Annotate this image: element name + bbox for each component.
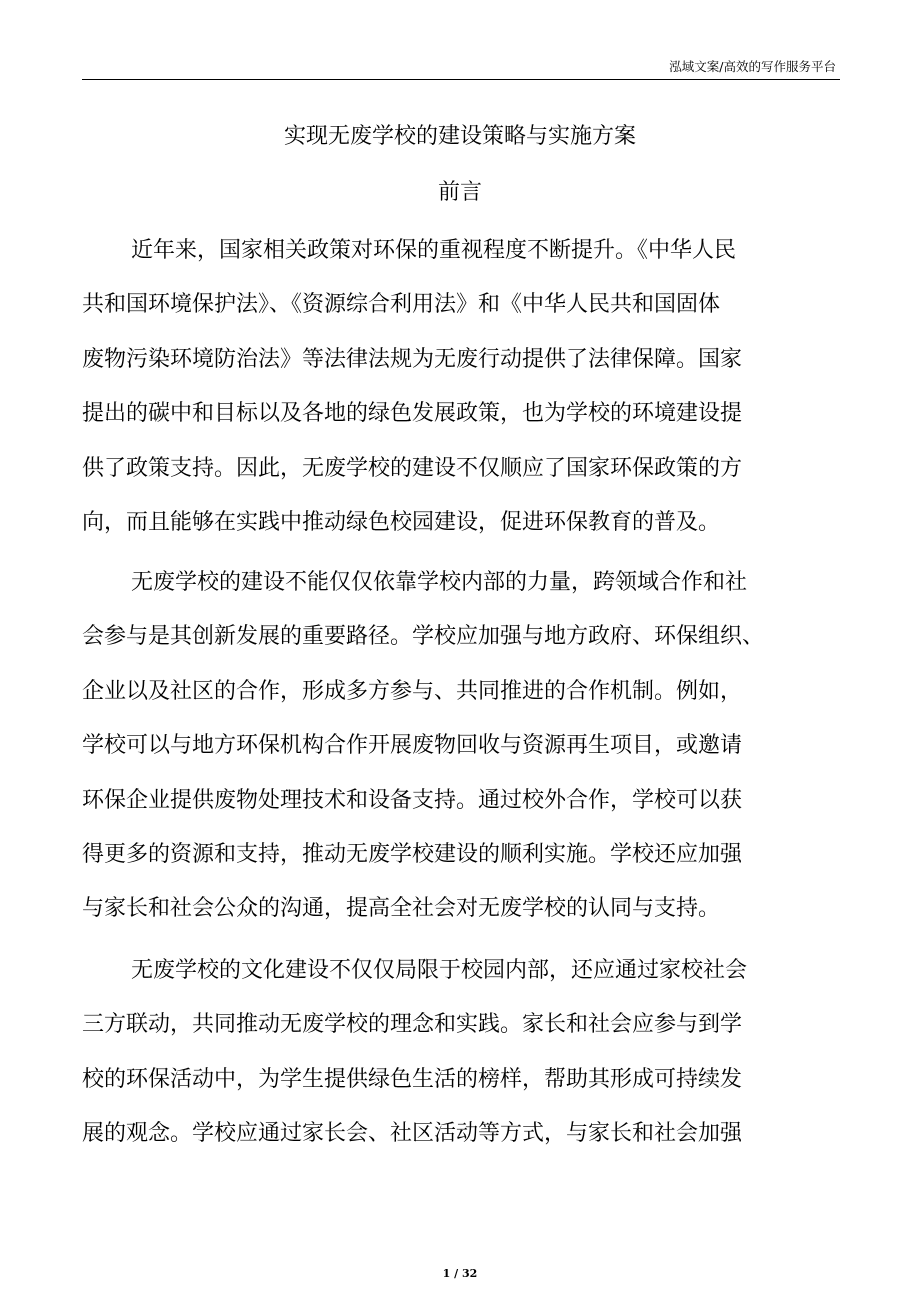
paragraph-line: 企业以及社区的合作，形成多方参与、共同推进的合作机制。例如， xyxy=(82,678,743,704)
paragraph-line: 会参与是其创新发展的重要路径。学校应加强与地方政府、环保组织、 xyxy=(82,624,765,650)
paragraph-line: 提出的碳中和目标以及各地的绿色发展政策，也为学校的环境建设提 xyxy=(82,401,743,427)
paragraph-line: 废物污染环境防治法》等法律法规为无废行动提供了法律保障。国家 xyxy=(82,346,743,372)
paragraph-line: 向，而且能够在实践中推动绿色校园建设，促进环保教育的普及。 xyxy=(82,509,721,535)
paragraph-line: 共和国环境保护法》、《资源综合利用法》和《中华人民共和国固体 xyxy=(82,292,721,318)
section-title: 前言 xyxy=(437,180,482,205)
paragraph-line: 供了政策支持。因此，无废学校的建设不仅顺应了国家环保政策的方 xyxy=(82,455,743,481)
paragraph-line: 学校可以与地方环保机构合作开展废物回收与资源再生项目，或邀请 xyxy=(82,733,743,759)
paragraph-3 xyxy=(82,944,862,1162)
paragraph-line: 得更多的资源和支持，推动无废学校建设的顺利实施。学校还应加强 xyxy=(82,841,743,867)
paragraph-line: 三方联动，共同推动无废学校的理念和实践。家长和社会应参与到学 xyxy=(82,1012,743,1038)
paragraph-2 xyxy=(82,556,862,937)
header-divider xyxy=(82,79,840,80)
paragraph-line: 环保企业提供废物处理技术和设备支持。通过校外合作，学校可以获 xyxy=(82,787,743,813)
page-header: 泓域文案/高效的写作服务平台 xyxy=(669,59,836,74)
paragraph-line: 近年来，国家相关政策对环保的重视程度不断提升。《中华人民 xyxy=(131,238,737,263)
paragraph-line: 与家长和社会公众的沟通，提高全社会对无废学校的认同与支持。 xyxy=(82,896,721,922)
paragraph-line: 展的观念。学校应通过家长会、社区活动等方式，与家长和社会加强 xyxy=(82,1121,743,1147)
paragraph-1 xyxy=(82,224,862,550)
paragraph-line: 校的环保活动中，为学生提供绿色生活的榜样，帮助其形成可持续发 xyxy=(82,1066,743,1092)
paragraph-line: 无废学校的建设不能仅仅依靠学校内部的力量，跨领域合作和社 xyxy=(131,570,748,595)
document-title: 实现无废学校的建设策略与实施方案 xyxy=(283,124,636,149)
paragraph-line: 无废学校的文化建设不仅仅局限于校园内部，还应通过家校社会 xyxy=(131,958,748,983)
page-number: 1 / 32 xyxy=(442,1267,478,1280)
